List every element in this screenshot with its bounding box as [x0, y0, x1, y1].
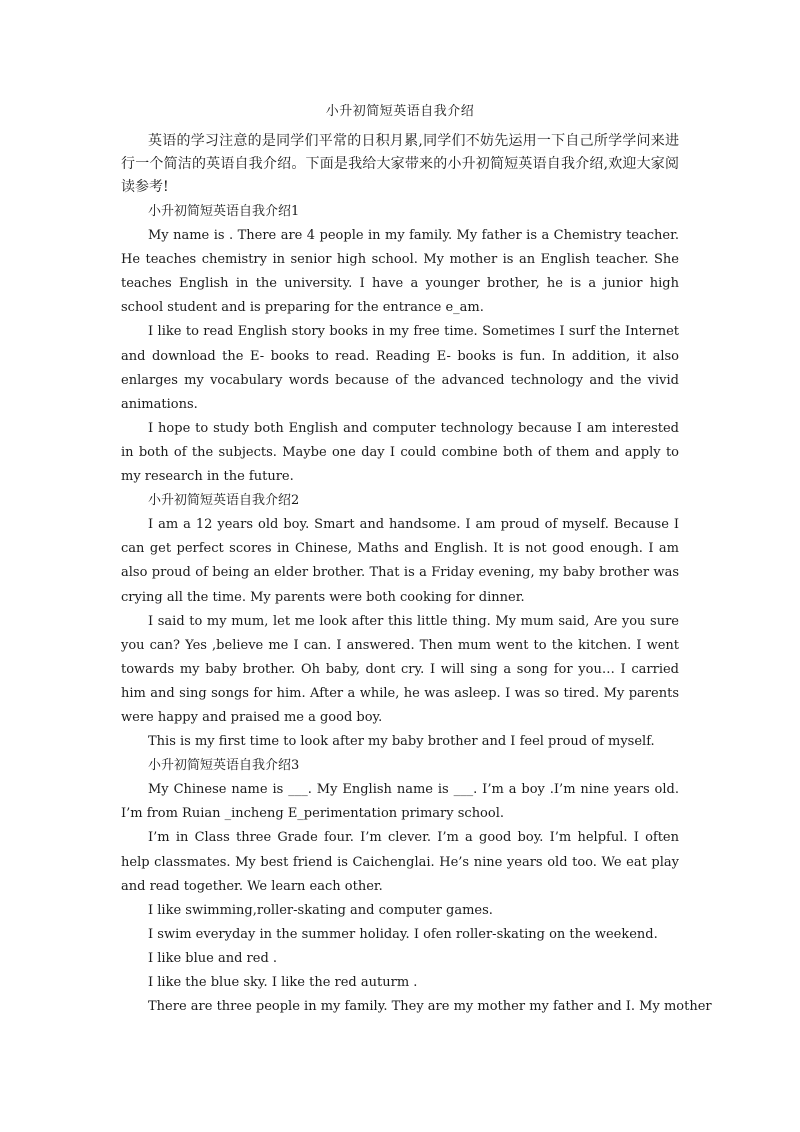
paragraph: My name is . There are 4 people in my family. My father is a Chemistry teacher. He teaches chemistry in senior high school. My mother is an English teacher. She teaches English in the university. I have a younger brother, he is a junior high school student and is preparing for the entrance e_am. [121, 228, 679, 316]
paragraph: I hope to study both English and computer technology because I am interested in both of the subjects. Maybe one day I could combine both of them and apply to my research in the future. [121, 420, 679, 485]
page-title: 小升初简短英语自我介绍 [325, 104, 475, 119]
paragraph: My Chinese name is ___. My English name is ___. I’m a boy .I’m nine years old. I’m from Ruian _incheng E_perimentation primary school. [121, 782, 679, 822]
paragraph: I am a 12 years old boy. Smart and handsome. I am proud of myself. Because I can get perfect scores in Chinese, Maths and English. It is not good enough. I am also proud of being an elder brother. That is a Friday evening, my baby brother was crying all the time. My parents were both cooking for dinner. [121, 517, 679, 605]
paragraph: I like the blue sky. I like the red auturm . [148, 975, 418, 990]
intro-paragraph: 英语的学习注意的是同学们平常的日积月累,同学们不妨先运用一下自己所学学问来进行一个简洁的英语自我介绍。下面是我给大家带来的小升初简短英语自我介绍,欢迎大家阅读参考! [121, 133, 679, 195]
document-body [121, 130, 712, 1019]
paragraph: I’m in Class three Grade four. I’m clever. I’m a good boy. I’m helpful. I often help classmates. My best friend is Caichenglai. He’s nine years old too. We eat play and read together. We learn each other. [121, 830, 679, 894]
section-heading-3: 小升初简短英语自我介绍3 [148, 758, 300, 774]
paragraph-truncated: There are three people in my family. They are my mother my father and I. My mother [148, 999, 712, 1015]
paragraph: I said to my mum, let me look after this little thing. My mum said, Are you sure you can? Yes ,believe me I can. I answered. Then mum went to the kitchen. I went towards my baby brother. Oh baby, dont cry. I will sing a song for you… I carried him and sing songs for him. After a while, he was asleep. I was so tired. My parents were happy and praised me a good boy. [121, 613, 679, 725]
paragraph: I like to read English story books in my free time. Sometimes I surf the Internet and download the E- books to read. Reading E- books is fun. In addition, it also enlarges my vocabulary words because of the advanced technology and the vivid animations. [121, 324, 679, 412]
section-heading-1: 小升初简短英语自我介绍1 [148, 204, 300, 219]
section-heading-2: 小升初简短英语自我介绍2 [148, 493, 300, 509]
paragraph: I swim everyday in the summer holiday. I ofen roller-skating on the weekend. [148, 926, 658, 942]
paragraph: I like swimming,roller-skating and computer games. [148, 902, 493, 918]
paragraph: I like blue and red . [148, 950, 278, 966]
paragraph: This is my first time to look after my baby brother and I feel proud of myself. [148, 734, 655, 750]
